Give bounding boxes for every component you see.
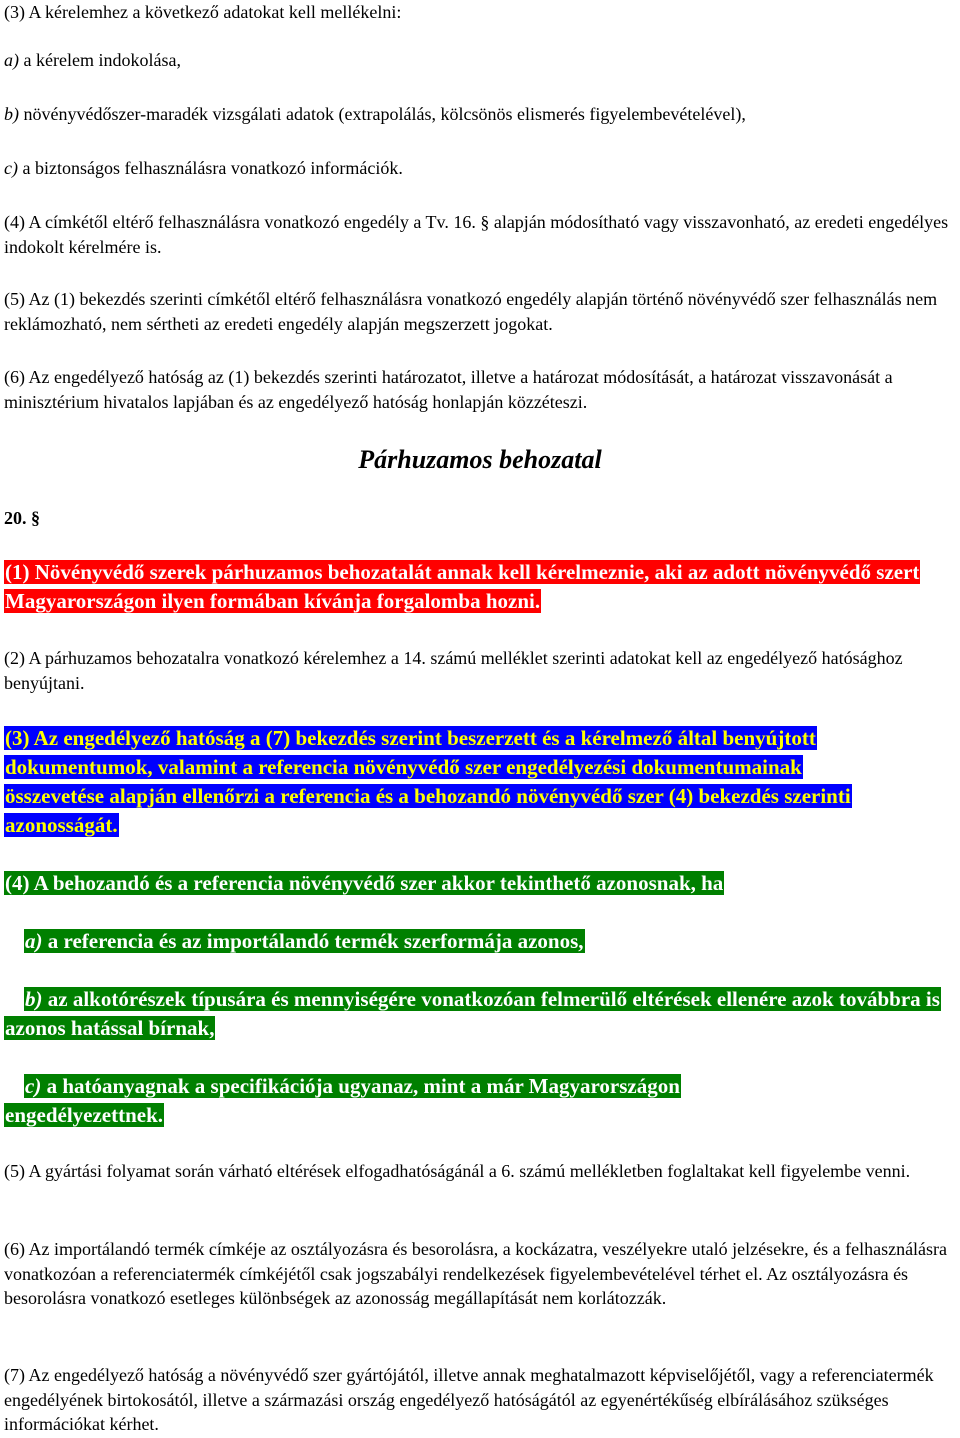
paragraph-text: (7) Az engedélyező hatóság a növényvédő szer gyártójától, illetve annak meghatalmazott képviselőjétől, vagy a referenciatermék engedélyének birtokosától, illetve a származási ország engedélyező hatóságától az egyenértékűség elbírálásához szükséges információkat kérhet. — [4, 1365, 934, 1434]
section-paragraph-2 — [4, 646, 952, 695]
list-text: a kérelem indokolása, — [19, 50, 181, 70]
list-text: növényvédőszer-maradék vizsgálati adatok (extrapolálás, kölcsönös elismerés figyelembevételével), — [19, 104, 746, 124]
list-label: b) — [4, 104, 19, 124]
section-number: 20. § — [4, 508, 40, 528]
paragraph-text: (3) A kérelemhez a következő adatokat kell mellékelni: — [4, 2, 402, 22]
section-paragraph-6 — [4, 1237, 952, 1311]
paragraph-3-intro — [4, 0, 952, 25]
paragraph-3-a — [4, 48, 952, 73]
list-label: a) — [25, 929, 43, 953]
section-paragraph-3 — [4, 724, 884, 840]
list-label: a) — [4, 50, 19, 70]
list-text: az alkotórészek típusára és mennyiségére vonatkozóan felmerülő eltérések ellenére azok továbbra is azonos hatással bírnak, — [5, 987, 940, 1040]
section-paragraph-7 — [4, 1363, 952, 1437]
highlighted-text-green — [4, 1074, 681, 1127]
paragraph-3-c — [4, 156, 952, 181]
paragraph-4 — [4, 210, 952, 259]
paragraph-text: (2) A párhuzamos behozatalra vonatkozó kérelemhez a 14. számú melléklet szerinti adatokat kell az engedélyező hatósághoz benyújtani. — [4, 648, 903, 693]
highlighted-text-red: (1) Növényvédő szerek párhuzamos behozatalát annak kell kérelmeznie, aki az adott növényvédő szert Magyarországon ilyen formában kívánja forgalomba hozni. — [5, 560, 920, 613]
section-paragraph-4-a — [4, 927, 956, 956]
paragraph-text: (5) Az (1) bekezdés szerinti címkétől eltérő felhasználásra vonatkozó engedély alapján történő növényvédő szer felhasználás nem reklámozható, nem sértheti az eredeti engedély alapján megszerzett jogokat. — [4, 289, 938, 334]
section-paragraph-4 — [4, 869, 956, 898]
section-paragraph-4-c — [4, 1072, 834, 1130]
section-paragraph-5 — [4, 1159, 952, 1184]
list-label: c) — [25, 1074, 42, 1098]
paragraph-text: (6) Az importálandó termék címkéje az osztályozásra és besorolásra, a kockázatra, veszélyekre utaló jelzésekre, és a felhasználásra vonatkozóan a referenciatermék címkéjétől csak jogszabályi rendelkezések figyelembevételével térhet el. Az osztályozásra és besorolásra vonatkozó esetleges különbségek az azonosság megállapítását nem korlátozzák. — [4, 1239, 948, 1308]
section-paragraph-1 — [4, 558, 956, 616]
paragraph-3-b — [4, 102, 952, 127]
list-label: c) — [4, 158, 18, 178]
list-text: a referencia és az importálandó termék szerformája azonos, — [42, 929, 584, 953]
list-text: a biztonságos felhasználásra vonatkozó információk. — [17, 158, 403, 178]
highlighted-text-blue: (3) Az engedélyező hatóság a (7) bekezdés szerint beszerzett és a kérelmező által benyújtott dokumentumok, valamint a referencia növényvédő szer engedélyezési dokumentumainak összevetése alapján ellenőrzi a referencia és a behozandó növényvédő szer (4) bekezdés szerinti azonosságát. — [5, 726, 851, 837]
list-label: b) — [25, 987, 43, 1011]
paragraph-text: (6) Az engedélyező hatóság az (1) bekezdés szerinti határozatot, illetve a határozat módosítását, a határozat visszavonását a minisztérium hivatalos lapjában és az engedélyező hatóság honlapján közzéteszi. — [4, 367, 893, 412]
highlighted-text-green — [4, 987, 941, 1040]
paragraph-text: (5) A gyártási folyamat során várható eltérések elfogadhatóságánál a 6. számú mellékletben foglaltakat kell figyelembe venni. — [4, 1161, 911, 1181]
section-paragraph-4-b — [4, 985, 956, 1043]
paragraph-text: (4) A címkétől eltérő felhasználásra vonatkozó engedély a Tv. 16. § alapján módosítható vagy visszavonható, az eredeti engedélyes indokolt kérelmére is. — [4, 212, 949, 257]
highlighted-text-green: (4) A behozandó és a referencia növényvédő szer akkor tekinthető azonosnak, ha — [5, 871, 724, 895]
paragraph-5 — [4, 287, 952, 336]
list-text: a hatóanyagnak a specifikációja ugyanaz, mint a már Magyarországon engedélyezettnek. — [5, 1074, 680, 1127]
highlighted-text-green — [24, 929, 585, 953]
paragraph-6 — [4, 365, 952, 414]
section-title: Párhuzamos behozatal — [358, 445, 602, 474]
